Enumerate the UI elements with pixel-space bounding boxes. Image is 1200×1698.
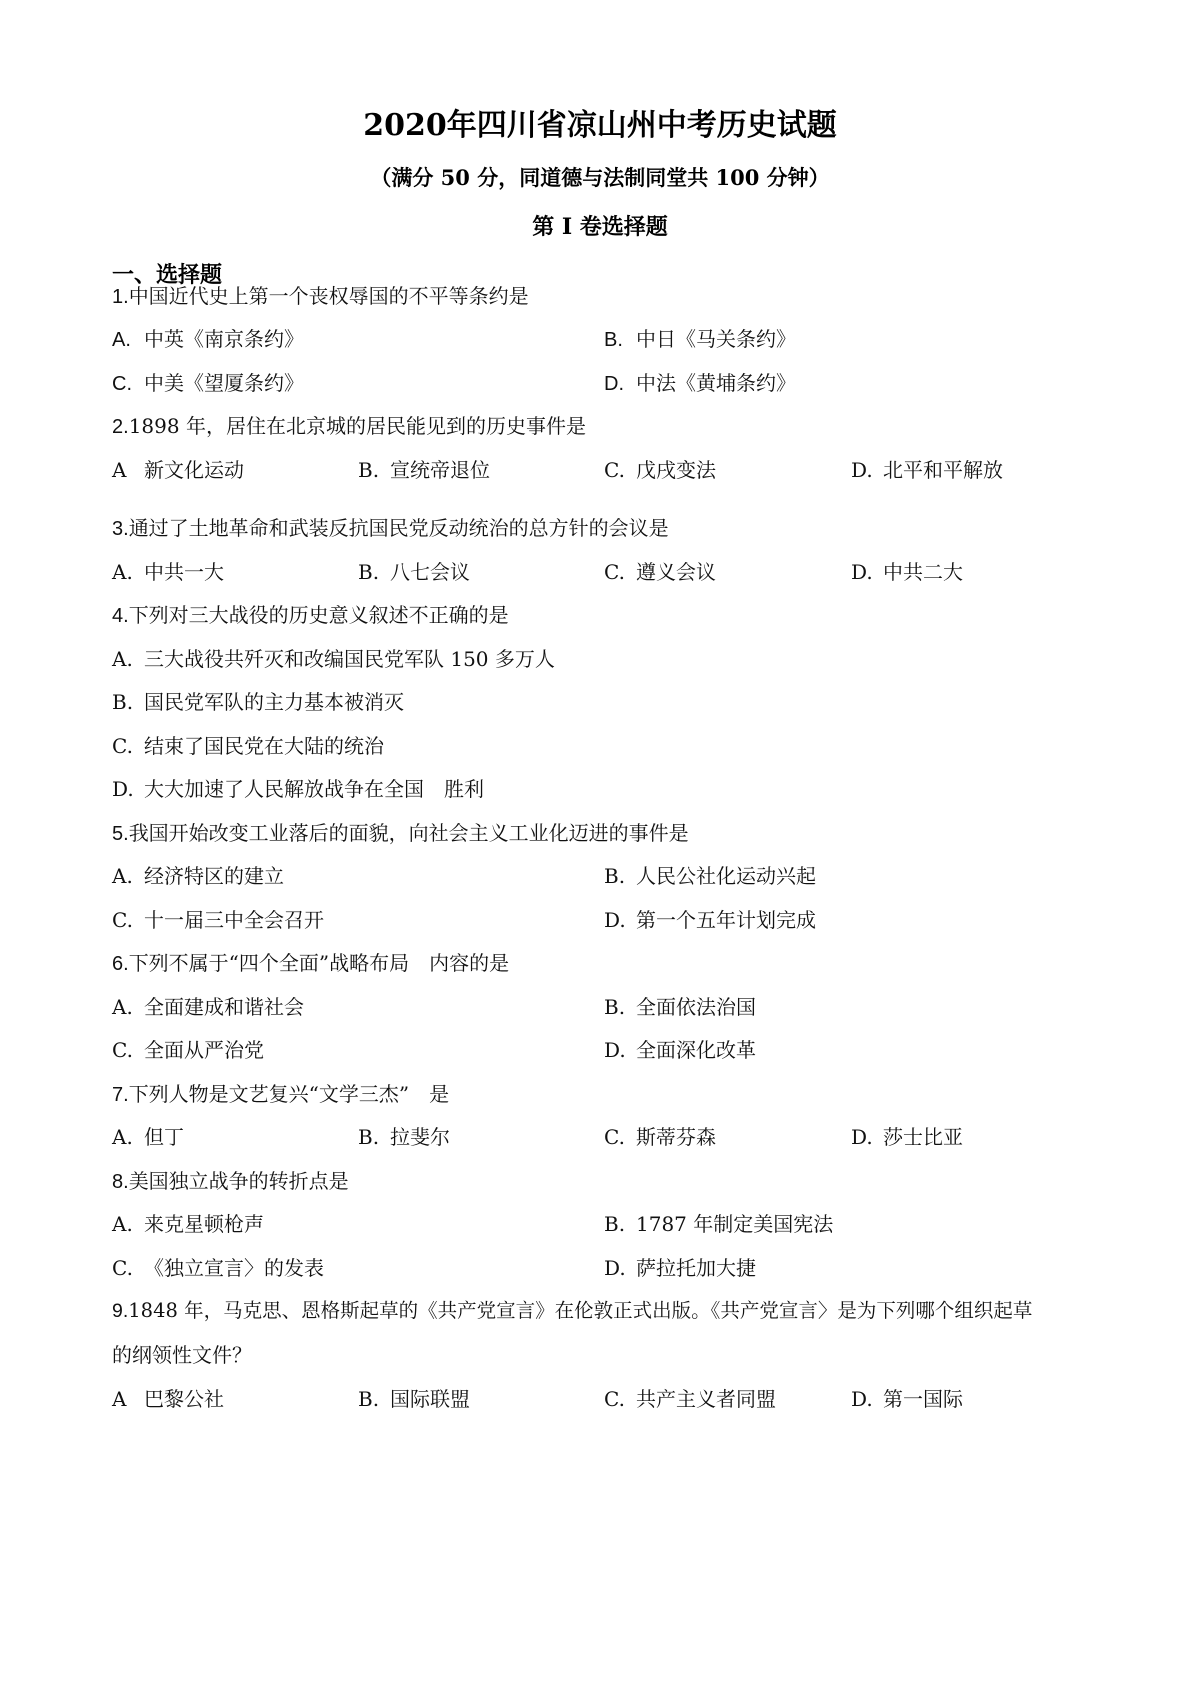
question-4-option-b: B. 国民党军队的主力基本被消灭: [112, 690, 404, 714]
question-7-option-d: D. 莎士比亚: [851, 1125, 963, 1149]
question-6-option-c: C. 全面从严治党: [112, 1038, 264, 1062]
question-3-option-b: B. 八七会议: [358, 560, 470, 584]
question-2-option-a: A 新文化运动: [112, 458, 244, 482]
question-9-option-c: C. 共产主义者同盟: [604, 1387, 776, 1411]
question-6-option-b: B. 全面依法治国: [604, 995, 756, 1019]
exam-subtitle: （满分 50 分，同道德与法制同堂共 100 分钟）: [370, 165, 830, 190]
question-4-stem: 4.下列对三大战役的历史意义叙述不正确的是: [112, 603, 509, 627]
question-5-option-d: D. 第一个五年计划完成: [604, 908, 816, 932]
question-1-option-a: A. 中英《南京条约》: [112, 327, 304, 351]
question-4-option-c: C. 结束了国民党在大陆的统治: [112, 734, 384, 758]
question-3-option-c: C. 遵义会议: [604, 560, 716, 584]
question-9-option-b: B. 国际联盟: [358, 1387, 470, 1411]
question-9-stem-continued: 的纲领性文件？: [112, 1343, 252, 1367]
section-heading: 一、选择题: [112, 262, 223, 288]
question-8-option-d: D. 萨拉托加大捷: [604, 1256, 756, 1280]
question-5-option-b: B. 人民公社化运动兴起: [604, 864, 816, 888]
question-3-stem: 3.通过了土地革命和武装反抗国民党反动统治的总方针的会议是: [112, 516, 669, 540]
question-3-option-d: D. 中共二大: [851, 560, 963, 584]
question-8-option-a: A. 来克星顿枪声: [112, 1212, 264, 1236]
question-1-stem: 1.中国近代史上第一个丧权辱国的不平等条约是: [112, 284, 529, 308]
question-2-option-b: B. 宣统帝退位: [358, 458, 490, 482]
question-6-option-d: D. 全面深化改革: [604, 1038, 756, 1062]
question-7-stem: 7.下列人物是文艺复兴“文学三杰” 是: [112, 1082, 450, 1106]
question-7-option-c: C. 斯蒂芬森: [604, 1125, 716, 1149]
question-2-option-d: D. 北平和平解放: [851, 458, 1003, 482]
question-8-stem: 8.美国独立战争的转折点是: [112, 1169, 349, 1193]
question-9-option-a: A 巴黎公社: [112, 1387, 224, 1411]
question-4-option-a: A. 三大战役共歼灭和改编国民党军队 150 多万人: [112, 647, 555, 671]
question-8-option-c: C. 《独立宣言〉的发表: [112, 1256, 324, 1280]
volume-heading: 第 I 卷选择题: [532, 214, 668, 240]
question-1-option-c: C. 中美《望厦条约》: [112, 371, 304, 395]
question-6-option-a: A. 全面建成和谐社会: [112, 995, 304, 1019]
question-2-stem: 2.1898 年，居住在北京城的居民能见到的历史事件是: [112, 414, 586, 438]
question-6-stem: 6.下列不属于“四个全面”战略布局 内容的是: [112, 951, 510, 975]
question-7-option-b: B. 拉斐尔: [358, 1125, 450, 1149]
question-5-option-c: C. 十一届三中全会召开: [112, 908, 324, 932]
question-1-option-b: B. 中日《马关条约》: [604, 327, 796, 351]
question-3-option-a: A. 中共一大: [112, 560, 224, 584]
question-4-option-d: D. 大大加速了人民解放战争在全国 胜利: [112, 777, 484, 801]
question-9-option-d: D. 第一国际: [851, 1387, 963, 1411]
question-7-option-a: A. 但丁: [112, 1125, 184, 1149]
question-1-option-d: D. 中法《黄埔条约》: [604, 371, 796, 395]
question-9-stem: 9.1848 年，马克思、恩格斯起草的《共产党宣言》在伦敦正式出版。《共产党宣言〉是为下列哪个组织起草: [112, 1299, 1033, 1322]
question-5-option-a: A. 经济特区的建立: [112, 864, 284, 888]
question-2-option-c: C. 戊戌变法: [604, 458, 716, 482]
exam-title: 2020年四川省凉山州中考历史试题: [363, 108, 837, 143]
question-5-stem: 5.我国开始改变工业落后的面貌，向社会主义工业化迈进的事件是: [112, 821, 689, 845]
question-8-option-b: B. 1787 年制定美国宪法: [604, 1212, 834, 1236]
